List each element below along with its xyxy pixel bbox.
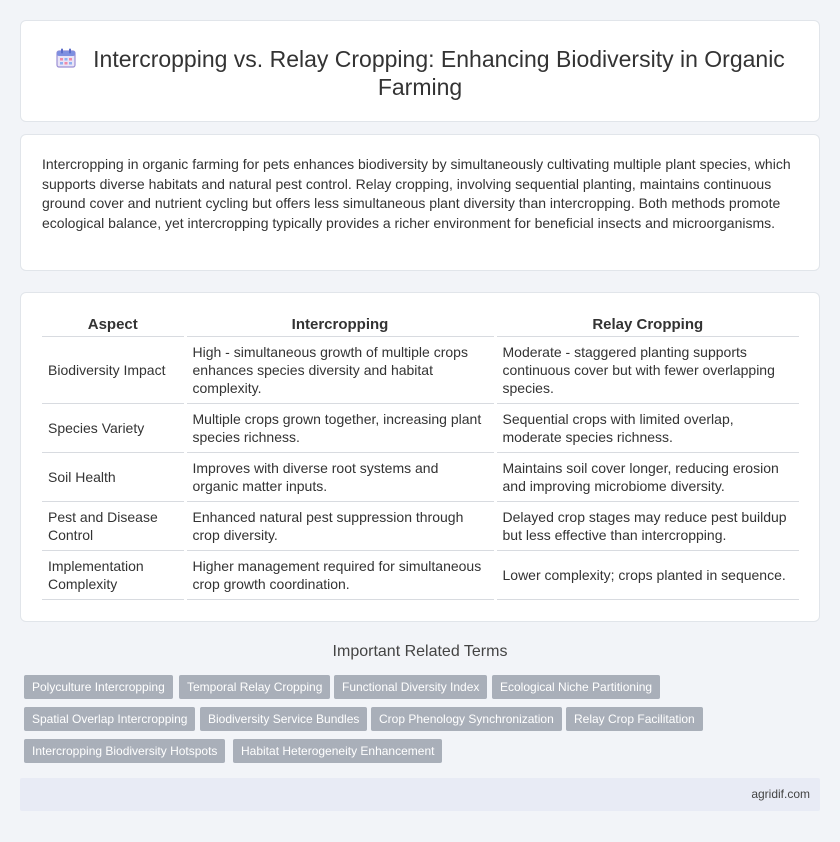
row-intercropping: Enhanced natural pest suppression through crop diversity. — [185, 501, 495, 550]
row-relay-cropping: Delayed crop stages may reduce pest buildup but less effective than intercropping. — [495, 501, 799, 550]
header-aspect: Aspect — [42, 316, 185, 336]
related-term-tag[interactable]: Crop Phenology Synchronization — [371, 707, 562, 731]
row-aspect: Pest and Disease Control — [42, 501, 185, 550]
table-row — [42, 452, 799, 501]
table-row — [42, 403, 799, 452]
related-term-tag[interactable]: Ecological Niche Partitioning — [492, 675, 660, 699]
related-term-tag[interactable]: Functional Diversity Index — [334, 675, 487, 699]
page-title — [21, 45, 819, 101]
related-term-tag[interactable]: Biodiversity Service Bundles — [200, 707, 367, 731]
row-relay-cropping: Maintains soil cover longer, reducing erosion and improving microbiome diversity. — [495, 452, 799, 501]
footer-site-link[interactable]: agridif.com — [751, 787, 810, 801]
row-aspect: Soil Health — [42, 452, 185, 501]
table-row — [42, 336, 799, 403]
header-intercropping: Intercropping — [185, 316, 495, 336]
intro-card — [20, 134, 820, 271]
page-title-text: Intercropping vs. Relay Cropping: Enhancing Biodiversity in Organic Farming — [93, 46, 785, 100]
row-intercropping: High - simultaneous growth of multiple crops enhances species diversity and habitat complexity. — [185, 336, 495, 403]
related-term-tag[interactable]: Habitat Heterogeneity Enhancement — [233, 739, 442, 763]
row-intercropping: Higher management required for simultaneous crop growth coordination. — [185, 550, 495, 599]
comparison-card — [20, 292, 820, 622]
row-relay-cropping: Lower complexity; crops planted in sequence. — [495, 550, 799, 599]
table-row — [42, 501, 799, 550]
header-relay-cropping: Relay Cropping — [495, 316, 799, 336]
related-term-tag[interactable]: Temporal Relay Cropping — [179, 675, 330, 699]
related-terms-heading: Important Related Terms — [332, 643, 508, 660]
table-header-row — [42, 316, 799, 336]
row-aspect: Biodiversity Impact — [42, 336, 185, 403]
related-term-tag[interactable]: Polyculture Intercropping — [24, 675, 173, 699]
row-relay-cropping: Moderate - staggered planting supports continuous cover but with fewer overlapping species. — [495, 336, 799, 403]
row-intercropping: Multiple crops grown together, increasing plant species richness. — [185, 403, 495, 452]
row-relay-cropping: Sequential crops with limited overlap, moderate species richness. — [495, 403, 799, 452]
row-aspect: Implementation Complexity — [42, 550, 185, 599]
row-intercropping: Improves with diverse root systems and organic matter inputs. — [185, 452, 495, 501]
calendar-icon — [55, 47, 77, 69]
row-aspect: Species Variety — [42, 403, 185, 452]
related-term-tag[interactable]: Intercropping Biodiversity Hotspots — [24, 739, 225, 763]
table-row — [42, 550, 799, 599]
comparison-table — [42, 316, 799, 600]
intro-paragraph: Intercropping in organic farming for pets enhances biodiversity by simultaneously cultivating multiple plant species, which supports diverse habitats and natural pest control. Relay cropping, involving sequential planting, maintains continuous ground cover and nutrient cycling but offers less simultaneous plant diversity than intercropping. Both methods promote ecological balance, yet intercropping typically provides a richer environment for beneficial insects and microorganisms. — [42, 156, 791, 231]
related-term-tag[interactable]: Spatial Overlap Intercropping — [24, 707, 195, 731]
footer-bar — [20, 778, 820, 811]
title-card — [20, 20, 820, 122]
related-term-tag[interactable]: Relay Crop Facilitation — [566, 707, 703, 731]
